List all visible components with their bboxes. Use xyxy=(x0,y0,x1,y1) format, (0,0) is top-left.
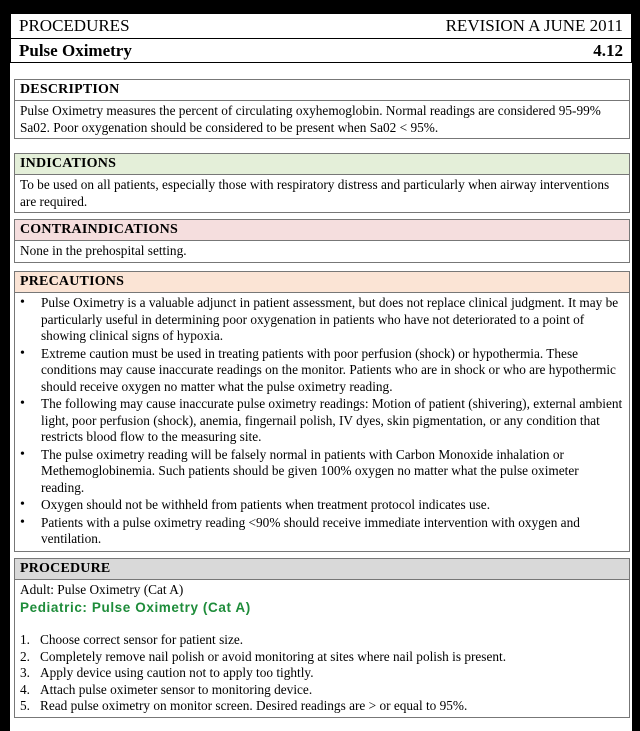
contraindications-section xyxy=(14,219,630,263)
step-number: 2. xyxy=(20,648,30,664)
precautions-list xyxy=(20,295,624,548)
contraindications-text: None in the prehospital setting. xyxy=(20,243,187,258)
description-section xyxy=(14,79,630,139)
protocol-number: 4.12 xyxy=(593,40,623,60)
indications-text: To be used on all patients, especially those with respiratory distress and particularly when airway interventions are required. xyxy=(20,177,610,209)
step-number: 4. xyxy=(20,681,30,697)
step-text: Read pulse oximetry on monitor screen. Desired readings are > or equal to 95%. xyxy=(40,698,468,713)
step-number: 5. xyxy=(20,698,30,713)
procedure-steps xyxy=(20,632,624,715)
precaution-item: • The following may cause inaccurate pulse oximetry readings: Motion of patient (shivering), external ambient light, poor perfusion (shock), anemia, fingernail polish, IV dyes, skin pigmentation, or any condition that restricts blood flow to the measuring site. xyxy=(20,396,624,446)
adult-procedure-label: Adult: Pulse Oximetry (Cat A) xyxy=(20,582,184,597)
page-header xyxy=(10,13,632,38)
precautions-body xyxy=(15,293,629,551)
precaution-item: • The pulse oximetry reading will be falsely normal in patients with Carbon Monoxide inhalation or Methemoglobinemia. Such patients should be given 100% oxygen no matter what the pulse oximeter reading. xyxy=(20,447,624,497)
description-heading: DESCRIPTION xyxy=(15,80,629,101)
step-text: Apply device using caution not to apply too tightly. xyxy=(40,665,314,680)
indications-section xyxy=(14,153,630,213)
pediatric-procedure-label: Pediatric: Pulse Oximetry (Cat A) xyxy=(20,599,251,615)
step-text: Completely remove nail polish or avoid monitoring at sites where nail polish is present. xyxy=(40,648,507,664)
procedure-step xyxy=(20,649,624,666)
procedure-body xyxy=(15,580,629,717)
page-title: Pulse Oximetry xyxy=(19,40,132,60)
precautions-heading: PRECAUTIONS xyxy=(15,272,629,293)
procedure-step xyxy=(20,632,624,649)
precaution-item: • Extreme caution must be used in treating patients with poor perfusion (shock) or hypothermia. These conditions may cause inaccurate readings on the monitor. Patients who are in shock or who are hypothermic should receive oxygen no matter what the pulse oximetry reading. xyxy=(20,346,624,396)
precautions-section xyxy=(14,271,630,552)
protocol-page xyxy=(10,13,632,731)
indications-heading: INDICATIONS xyxy=(15,154,629,175)
procedure-heading: PROCEDURE xyxy=(15,559,629,580)
procedure-step xyxy=(20,665,624,682)
procedure-section xyxy=(14,558,630,718)
step-text: Choose correct sensor for patient size. xyxy=(40,632,244,647)
precaution-item: • Oxygen should not be withheld from patients when treatment protocol indicates use. xyxy=(20,497,624,514)
protocol-title-bar xyxy=(10,38,632,63)
precaution-item: • Patients with a pulse oximetry reading <90% should receive immediate intervention with oxygen and ventilation. xyxy=(20,515,624,548)
section-label: PROCEDURES xyxy=(19,16,130,35)
contraindications-heading: CONTRAINDICATIONS xyxy=(15,220,629,241)
procedure-step xyxy=(20,698,624,715)
step-text: Attach pulse oximeter sensor to monitoring device. xyxy=(40,681,313,697)
procedure-step xyxy=(20,682,624,699)
step-number: 1. xyxy=(20,632,30,647)
step-number: 3. xyxy=(20,665,30,680)
description-text: Pulse Oximetry measures the percent of circulating oxyhemoglobin. Normal readings are considered 95-99% Sa02. Poor oxygenation should be considered to be present when Sa02 < 95%. xyxy=(20,103,601,135)
revision-label: REVISION A JUNE 2011 xyxy=(445,16,623,35)
precaution-item: • Pulse Oximetry is a valuable adjunct in patient assessment, but does not replace clinical judgment. It may be particularly useful in determining poor oxygenation in patients who have not deteriorated to a point of showing clinical signs of hypoxia. xyxy=(20,295,624,345)
